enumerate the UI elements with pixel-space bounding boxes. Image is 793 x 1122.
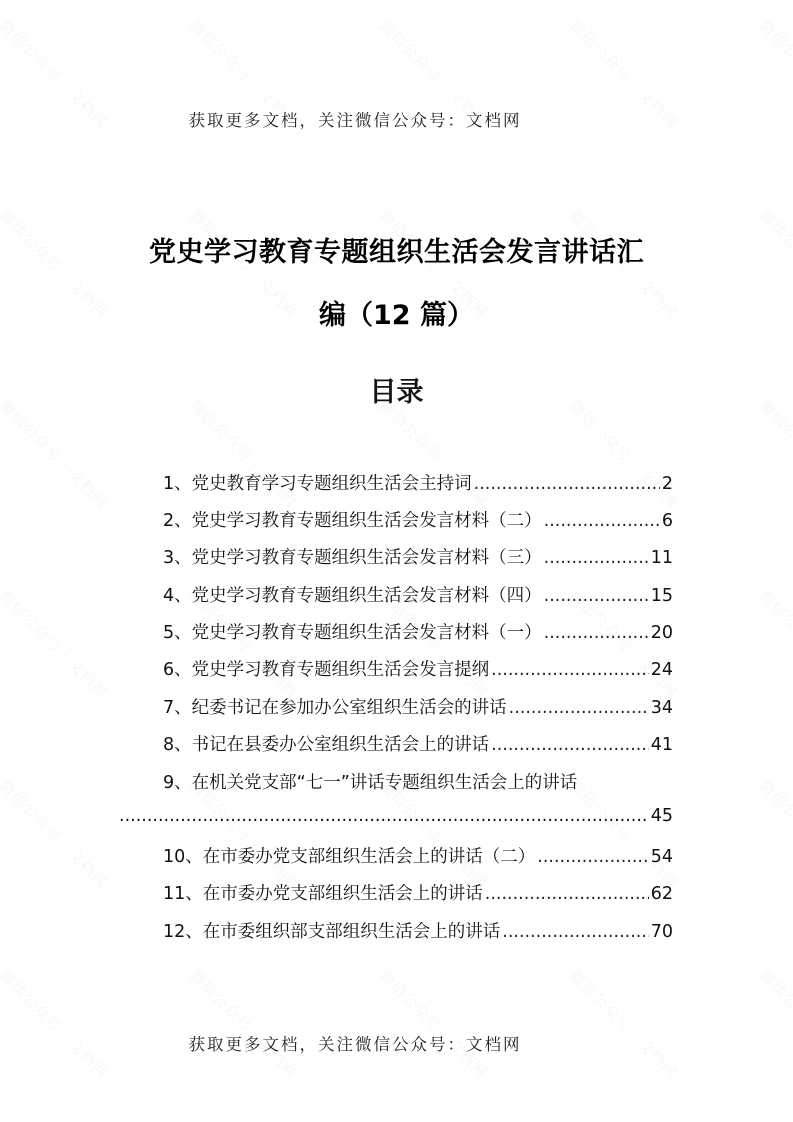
toc-entry-label: 1、党史教育学习专题组织生活会主持词 [163,474,472,494]
toc-entry-label: 9、在机关党支部“七一”讲话专题组织生活会上的讲话 [163,773,578,793]
toc-entry-6[interactable] [163,656,673,682]
toc-entry-page: 2 [661,474,673,494]
toc-entry-label: 4、党史学习教育专题组织生活会发言材料（四） [163,586,542,606]
toc-entry-1[interactable] [163,470,673,496]
toc-leader-dots [502,922,648,942]
toc-entry-label: 5、党史学习教育专题组织生活会发言材料（一） [163,623,542,643]
toc-entry-4[interactable] [163,582,673,608]
toc-entry-label: 8、书记在县委办公室组织生活会上的讲话 [163,735,490,755]
toc-leader-dots [485,884,649,904]
toc-leader-dots [537,847,648,867]
toc-leader-dots [474,474,660,494]
footer-note: 获取更多文档，关注微信公众号：文档网 [188,1035,522,1054]
toc-entry-page: 15 [650,586,673,606]
toc-entry-label: 12、在市委组织部支部组织生活会上的讲话 [163,922,501,942]
toc-entry-continuation [119,806,673,832]
toc-heading: 目录 [369,377,424,408]
toc-leader-dots [119,806,649,826]
document-title-line1: 党史学习教育专题组织生活会发言讲话汇 [149,237,644,268]
toc-entry-label: 3、党史学习教育专题组织生活会发言材料（三） [163,548,542,568]
toc-entry-page: 62 [650,884,673,904]
header-note: 获取更多文档，关注微信公众号：文档网 [188,111,522,130]
toc-entry-page: 41 [650,735,673,755]
toc-entry-label: 7、纪委书记在参加办公室组织生活会的讲话 [163,698,507,718]
toc-entry-label: 6、党史学习教育专题组织生活会发言提纲 [163,660,490,680]
toc-entry-label: 2、党史学习教育专题组织生活会发言材料（二） [163,511,542,531]
toc-entry-page: 45 [650,806,673,826]
toc-leader-dots [544,586,649,606]
toc-leader-dots [509,698,649,718]
toc-entry-12[interactable] [163,918,673,944]
toc-entry-page: 11 [650,548,673,568]
toc-entry-label: 10、在市委办党支部组织生活会上的讲话（二） [163,847,536,867]
toc-entry-page: 70 [650,922,673,942]
toc-entry-5[interactable] [163,619,673,645]
toc-entry-10[interactable] [163,843,673,869]
toc-entry-11[interactable] [163,880,673,906]
toc-entry-2[interactable] [163,507,673,533]
toc-entry-label: 11、在市委办党支部组织生活会上的讲话 [163,884,483,904]
toc-leader-dots [491,735,649,755]
toc-entry-3[interactable] [163,544,673,570]
toc-entry-page: 24 [650,660,673,680]
toc-leader-dots [544,511,660,531]
toc-entry-page: 34 [650,698,673,718]
toc-entry-7[interactable] [163,694,673,720]
toc-entry-page: 54 [650,847,673,867]
document-title-line2: 编（12 篇） [319,300,474,331]
toc-entry-page: 6 [661,511,673,531]
toc-leader-dots [544,548,649,568]
toc-leader-dots [544,623,649,643]
toc-entry-page: 20 [650,623,673,643]
toc-leader-dots [491,660,649,680]
toc-entry-8[interactable] [163,731,673,757]
